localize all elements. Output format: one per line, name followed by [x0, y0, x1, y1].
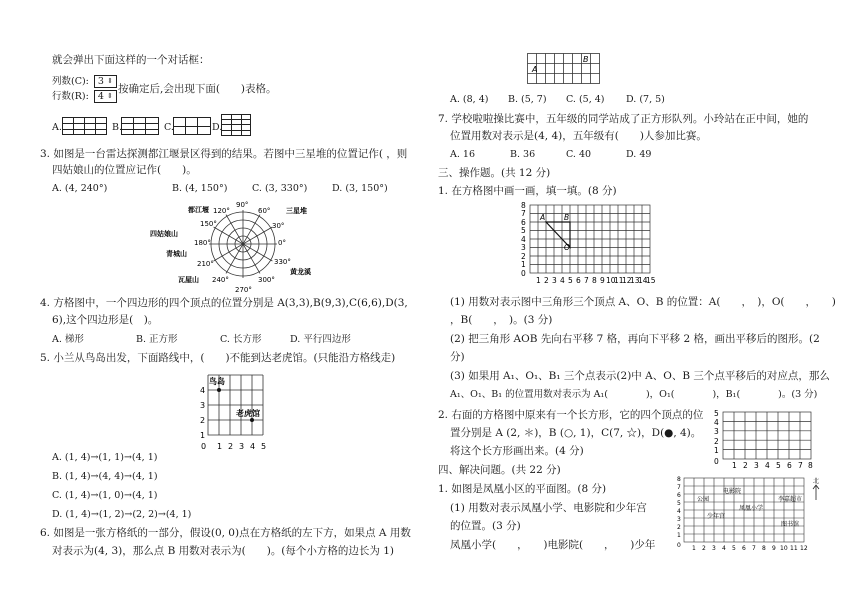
q4-option-d: D. 平行四边形: [290, 334, 351, 345]
op2-line3: 将这个长方形画出来。(4 分): [450, 445, 584, 457]
map-cinema: 电影院: [723, 488, 742, 495]
q3-option-c: C. (3, 330°): [252, 183, 308, 194]
x-tick: 8: [762, 545, 766, 552]
op2-line1: 2. 右面的方格图中原来有一个长方形，它的四个顶点的位: [438, 409, 704, 421]
rows-label: 行数(R):: [52, 91, 89, 102]
q5-line1: 5. 小兰从鸟岛出发，下面路线中，( )不能到达老虎馆。(只能沿方格线走): [40, 352, 396, 364]
q4-option-b: B. 正方形: [136, 334, 178, 345]
rows-spinner[interactable]: [94, 90, 117, 103]
community-map-diagram: [675, 474, 825, 554]
y-tick: 1: [677, 532, 681, 539]
x-tick: 8: [592, 276, 597, 285]
angle-180: 180°: [194, 239, 211, 247]
q6-option-b: B. (5, 7): [508, 94, 547, 105]
x-tick: 1: [732, 461, 737, 470]
angle-270: 270°: [235, 286, 252, 294]
q7-line1: 7. 学校啦啦操比赛中，五年级的同学站成了正方形队列。小玲站在正中间，她的: [438, 113, 809, 125]
q2-option-c-table: [173, 117, 211, 135]
spinner-arrows-icon: ⇕: [106, 92, 113, 101]
radar-diagram: [150, 198, 335, 298]
grid-label-tigerhouse: 老虎馆: [236, 409, 260, 418]
q4-line1: 4. 方格图中，一个四边形的四个顶点的位置分别是 A(3,3),B(9,3),C(6,6),D(3,: [40, 297, 408, 309]
x-tick: 3: [552, 276, 557, 285]
x-tick: 4: [560, 276, 565, 285]
angle-120: 120°: [213, 207, 230, 215]
y-tick: 1: [200, 431, 206, 440]
q3-line2: 四姑娘山的位置应记作( )。: [52, 164, 197, 176]
y-tick: 7: [521, 209, 526, 218]
x-tick: 6: [576, 276, 581, 285]
y-tick: 4: [200, 386, 206, 395]
q4-option-a: A. 梯形: [52, 334, 84, 345]
x-tick: 11: [790, 545, 798, 552]
angle-300: 300°: [258, 276, 275, 284]
x-tick: 12: [622, 276, 632, 285]
x-tick: 4: [722, 545, 726, 552]
x-tick: 10: [606, 276, 616, 285]
q7-line2: 位置用数对表示是(4, 4)，五年级有( )人参加比赛。: [450, 130, 707, 142]
y-tick: 3: [200, 401, 206, 410]
y-tick: 5: [714, 409, 719, 418]
dialog-cols-row: [52, 75, 117, 88]
x-tick: 12: [800, 545, 808, 552]
y-tick: 2: [714, 437, 719, 446]
q2-option-d-label: D.: [212, 122, 223, 133]
x-tick: 5: [261, 442, 267, 451]
y-tick: 0: [714, 457, 719, 466]
q6-line2: 对表示为(4, 3)，那么点 B 用数对表示为( )。(每个小方格的边长为 1): [52, 545, 395, 557]
x-tick: 7: [798, 461, 803, 470]
q5-option-d: D. (1, 4)→(1, 2)→(2, 2)→(4, 1): [52, 509, 192, 520]
q6-option-a: A. (8, 4): [450, 94, 489, 105]
y-tick: 3: [521, 243, 526, 252]
y-tick: 8: [521, 201, 526, 210]
angle-60: 60°: [258, 207, 271, 215]
q6-option-d: D. (7, 5): [626, 94, 665, 105]
y-tick: 7: [677, 484, 681, 491]
cols-label: 列数(C):: [52, 76, 89, 87]
q3-option-a: A. (4, 240°): [52, 183, 108, 194]
x-tick: 6: [742, 545, 746, 552]
x-tick: 5: [732, 545, 736, 552]
q3-option-b: B. (4, 150°): [172, 183, 228, 194]
map-library: 图书馆: [781, 521, 800, 528]
x-tick: 9: [600, 276, 605, 285]
x-tick: 15: [646, 276, 656, 285]
x-tick: 2: [743, 461, 748, 470]
place-qingchengshan: 青城山: [166, 250, 187, 258]
sol1-q1-line3: 凤凰小学( ， )电影院( ， )少年: [450, 539, 656, 551]
section-3-title: 三、操作题。(共 12 分): [438, 167, 551, 179]
op1-title: 1. 在方格图中画一画，填一填。(8 分): [438, 185, 617, 197]
x-tick: 9: [772, 545, 776, 552]
north-arrow-icon: [813, 485, 819, 500]
y-tick: 4: [521, 235, 526, 244]
x-tick: 2: [228, 442, 234, 451]
angle-210: 210°: [197, 260, 214, 268]
x-tick: 8: [808, 461, 813, 470]
x-tick: 1: [217, 442, 223, 451]
op1-grid-diagram: [518, 201, 658, 285]
angle-90: 90°: [236, 201, 249, 209]
q3-line1: 3. 如图是一台雷达探测都江堰景区得到的结果。若图中三星堆的位置记作( ，则: [40, 148, 408, 160]
op1-q1-line1: (1) 用数对表示图中三角形三个顶点 A、O、B 的位置：A( ， )，O( ， ): [450, 296, 836, 308]
y-tick: 3: [677, 516, 681, 523]
op1-q3-line1: (3) 如果用 A₁、O₁、B₁ 三个点表示(2)中 A、O、B 三个点平移后的对应点，那么: [450, 370, 830, 382]
place-huanglongxi: 黄龙溪: [290, 268, 311, 276]
q5-option-c: C. (1, 4)→(1, 0)→(4, 1): [52, 490, 158, 501]
x-tick: 0: [201, 442, 207, 451]
q2-option-d-table: [221, 114, 251, 136]
angle-0: 0°: [278, 239, 286, 247]
sol1-q1-line2: 的位置。(3 分): [450, 520, 521, 532]
sol1-title: 1. 如图是凤凰小区的平面图。(8 分): [438, 483, 607, 495]
op1-point-o: O: [564, 243, 570, 252]
x-tick: 4: [765, 461, 770, 470]
spinner-arrows-icon: ⇕: [106, 77, 113, 86]
y-tick: 5: [677, 500, 681, 507]
angle-30: 30°: [272, 222, 285, 230]
place-signiangshan: 四姑娘山: [150, 230, 178, 238]
y-tick: 5: [521, 226, 526, 235]
x-tick: 13: [630, 276, 640, 285]
y-tick: 2: [200, 416, 206, 425]
x-tick: 7: [584, 276, 589, 285]
q3-option-d: D. (3, 150°): [332, 183, 388, 194]
x-tick: 3: [239, 442, 245, 451]
y-tick: 1: [714, 446, 719, 455]
y-tick: 1: [521, 260, 526, 269]
section-4-title: 四、解决问题。(共 22 分): [438, 464, 561, 476]
x-tick: 1: [692, 545, 696, 552]
map-supermarket: 李嘉超市: [778, 496, 803, 503]
y-tick: 4: [677, 508, 681, 515]
q6-option-c: C. (5, 4): [566, 94, 605, 105]
place-sanxingdui: 三星堆: [286, 207, 307, 215]
point-b-label: B: [583, 55, 589, 64]
grid-label-birdisland: 鸟岛: [209, 377, 225, 386]
op1-point-a: A: [540, 213, 546, 222]
place-wawushan: 瓦屋山: [178, 276, 199, 284]
x-tick: 4: [250, 442, 256, 451]
q5-option-b: B. (1, 4)→(4, 4)→(4, 1): [52, 471, 158, 482]
q6-grid-diagram: [527, 53, 601, 85]
y-tick: 0: [521, 269, 526, 278]
x-tick: 5: [776, 461, 781, 470]
y-tick: 3: [714, 427, 719, 436]
y-tick: 2: [521, 252, 526, 261]
x-tick: 2: [702, 545, 706, 552]
op1-q2-line1: (2) 把三角形 AOB 先向右平移 7 格，再向下平移 2 格，画出平移后的图形。(2: [450, 333, 820, 345]
y-tick: 0: [677, 542, 681, 549]
q2-option-b-table: [121, 117, 159, 135]
q7-option-b: B. 36: [510, 149, 536, 160]
y-tick: 8: [677, 476, 681, 483]
x-tick: 3: [754, 461, 759, 470]
q4-option-c: C. 长方形: [220, 334, 262, 345]
sol1-q1-line1: (1) 用数对表示凤凰小学、电影院和少年宫: [450, 502, 647, 514]
north-label: 北: [813, 478, 820, 485]
x-tick: 11: [614, 276, 624, 285]
q4-line2: 6),这个四边形是( )。: [52, 314, 159, 326]
x-tick: 7: [752, 545, 756, 552]
rows-value: 4: [97, 91, 104, 102]
q6-line1: 6. 如图是一张方格纸的一部分，假设(0, 0)点在方格纸的左下方，如果点 A 用数: [40, 527, 411, 539]
x-tick: 6: [787, 461, 792, 470]
map-youth-palace: 少年宫: [707, 513, 726, 520]
op1-q2-line2: 分): [450, 351, 465, 363]
point-a-label: A: [532, 65, 538, 74]
y-tick: 4: [714, 418, 719, 427]
q2-option-a-label: A.: [52, 122, 62, 133]
q2-option-b-label: B.: [112, 122, 123, 133]
map-park: 公园: [697, 496, 710, 503]
angle-150: 150°: [200, 220, 217, 228]
q7-option-a: A. 16: [450, 149, 475, 160]
y-tick: 6: [677, 492, 681, 499]
x-tick: 5: [568, 276, 573, 285]
angle-330: 330°: [274, 258, 291, 266]
q5-grid-diagram: [196, 369, 270, 451]
y-tick: 2: [677, 524, 681, 531]
op1-point-b: B: [564, 213, 570, 222]
x-tick: 10: [780, 545, 788, 552]
dialog-note: 按确定后,会出现下面( )表格。: [118, 83, 277, 95]
dialog-rows-row: [52, 90, 117, 103]
map-school: 凤凰小学: [739, 505, 764, 512]
cols-value: 3: [97, 76, 104, 87]
x-tick: 3: [712, 545, 716, 552]
angle-240: 240°: [212, 276, 229, 284]
q5-option-a: A. (1, 4)→(1, 1)→(4, 1): [52, 452, 158, 463]
q7-option-c: C. 40: [566, 149, 592, 160]
q7-option-d: D. 49: [626, 149, 652, 160]
op2-line2: 置分别是 A (2, ＊)，B (○, 1)，C(7, ☆)，D(●, 4)。: [450, 427, 702, 439]
q2-option-a-table: [62, 117, 107, 135]
x-tick: 1: [536, 276, 541, 285]
op1-q3-line2: A₁、O₁、B₁ 的位置用数对表示为 A₁( )，O₁( )，B₁( )。(3 分): [450, 389, 818, 400]
place-dujiangyan: 都江堰: [188, 206, 209, 214]
intro-text: 就会弹出下面这样的一个对话框：: [52, 54, 210, 66]
q2-option-c-label: C.: [164, 122, 174, 133]
op2-grid-diagram: [711, 408, 813, 470]
y-tick: 6: [521, 218, 526, 227]
x-tick: 2: [544, 276, 549, 285]
cols-spinner[interactable]: [94, 75, 117, 88]
op1-q1-line2: ，B( ， )。(3 分): [450, 314, 553, 326]
x-tick: 14: [638, 276, 648, 285]
